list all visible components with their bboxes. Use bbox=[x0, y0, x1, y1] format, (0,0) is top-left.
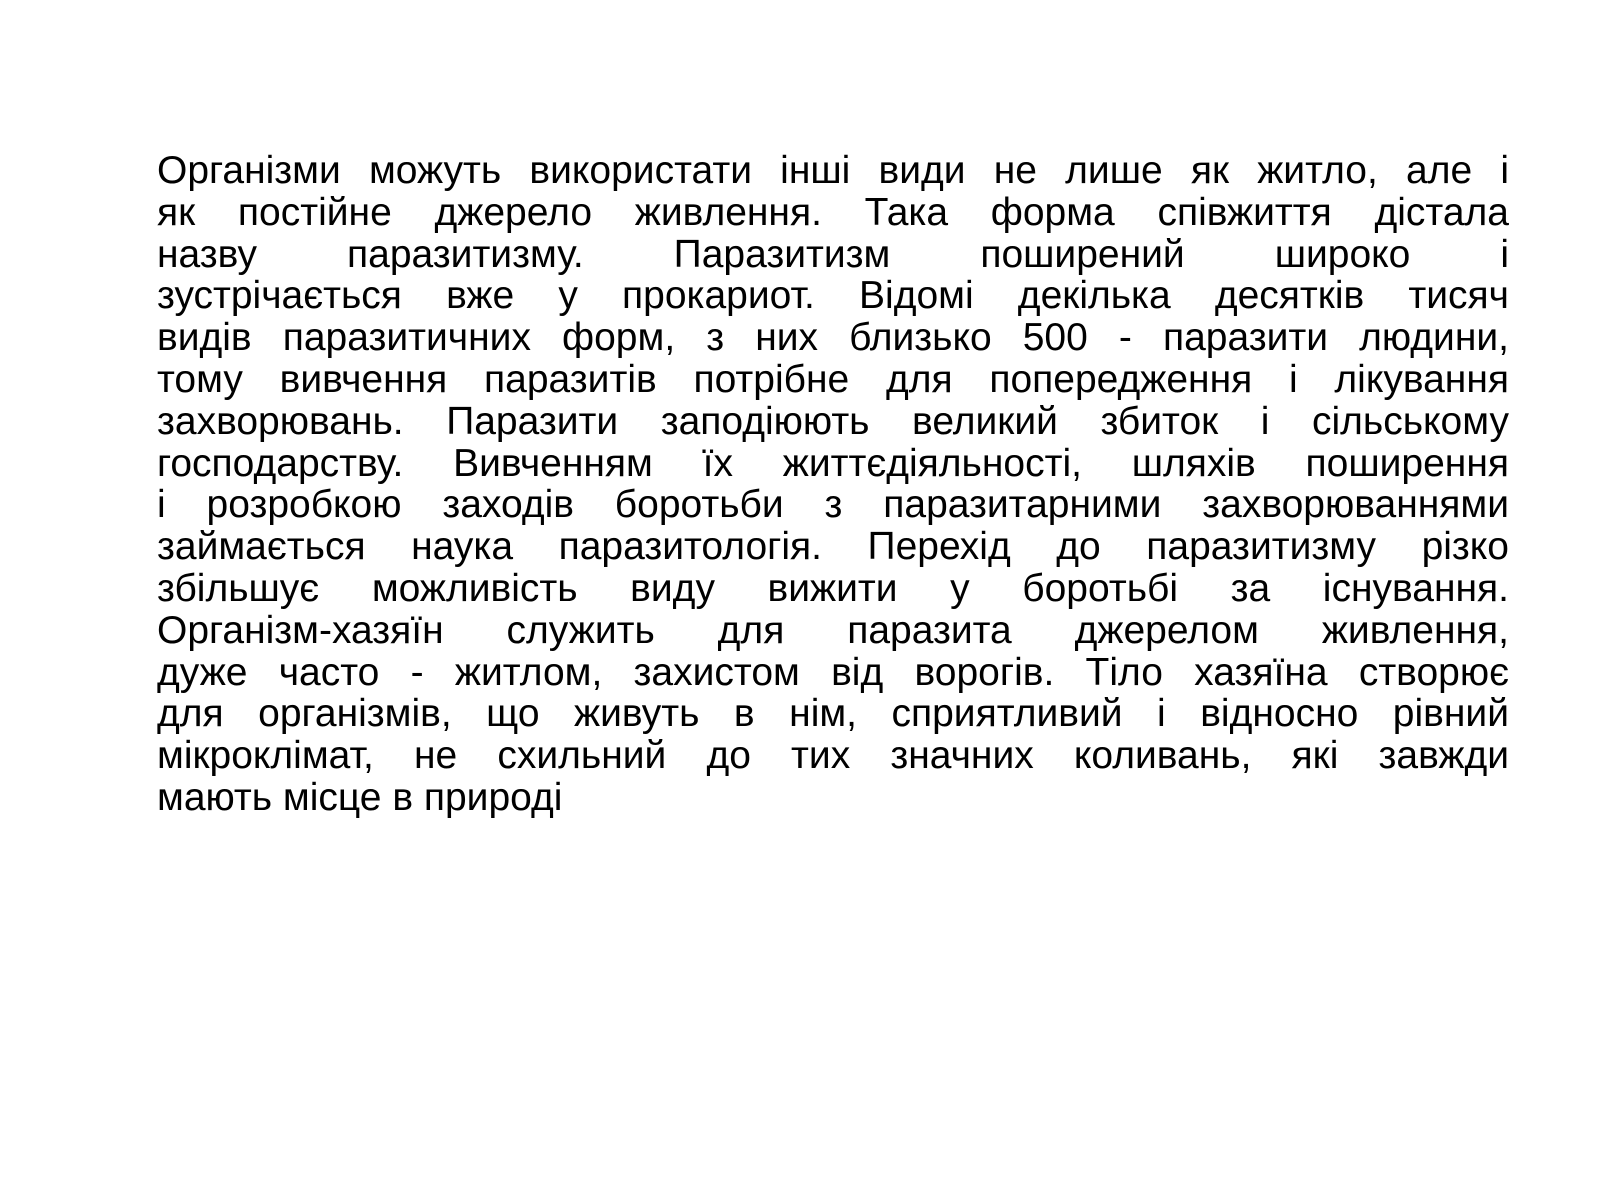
text-line: назву паразитизму. Паразитизм поширений широко і bbox=[157, 232, 1509, 276]
text-line: збільшує можливість виду вижити у боротьбі за існування. bbox=[157, 566, 1509, 610]
text-line: господарству. Вивченням їх життєдіяльності, шляхів поширення bbox=[157, 441, 1509, 485]
text-line: видів паразитичних форм, з них близько 500 - паразити людини, bbox=[157, 316, 1509, 360]
text-line: для організмів, що живуть в нім, сприятливий і відносно рівний bbox=[157, 692, 1509, 736]
text-line: дуже часто - житлом, захистом від ворогів. Тіло хазяїна створює bbox=[157, 650, 1509, 694]
body-paragraph bbox=[157, 150, 1509, 819]
text-line: Організм-хазяїн служить для паразита джерелом живлення, bbox=[157, 608, 1509, 652]
text-line: займається наука паразитологія. Перехід до паразитизму різко bbox=[157, 525, 1509, 569]
text-line: захворювань. Паразити заподіюють великий збиток і сільському bbox=[157, 399, 1509, 443]
text-line: Організми можуть використати інші види не лише як житло, але і bbox=[157, 149, 1509, 192]
text-line: як постійне джерело живлення. Така форма співжиття дістала bbox=[157, 190, 1509, 234]
text-line: і розробкою заходів боротьби з паразитарними захворюваннями bbox=[157, 483, 1509, 527]
text-line: мають місце в природі bbox=[157, 775, 563, 819]
text-line: тому вивчення паразитів потрібне для попередження і лікування bbox=[157, 357, 1509, 401]
text-line: зустрічається вже у прокариот. Відомі декілька десятків тисяч bbox=[157, 274, 1509, 318]
text-line: мікроклімат, не схильний до тих значних коливань, які завжди bbox=[157, 734, 1509, 778]
